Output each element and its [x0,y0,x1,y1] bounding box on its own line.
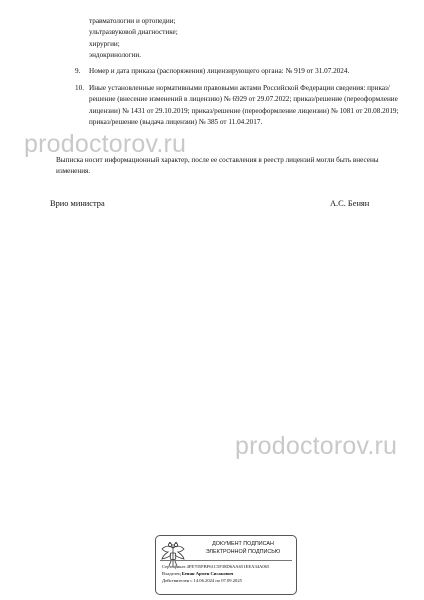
specialty-item: ультразвуковой диагностике; [89,28,178,37]
signer-name: А.С. Бенян [330,199,370,208]
item-text: Иные установленные нормативными правовыми актами Российской Федерации сведения: приказ/решение (внесение изменений в лицензию) № 6929 от 29.07.2022; приказ/решение (переоформление лицензии) № 1431 от 29.10.2019; приказ/решение (переоформление лицензии) № 1081 от 20.08.2019; приказ/решение (выдача лицензии) № 385 от 11.04.2017. [89,84,399,127]
info-note: Выписка носит информационный характер, после ее составления в реестр лицензий могли быть внесены изменения. [56,156,379,176]
stamp-details [162,563,269,585]
certificate-row: Сертификат 4FE705FBF61C5F38D6AA651EEA34A065 [162,564,270,569]
validity-row: Действителен с 14.06.2024 по 07.09.2025 [162,578,242,584]
watermark-top: prodoctorov.ru [24,130,187,158]
specialty-item: эндокринологии. [89,51,142,60]
specialty-item: травматологии и ортопедии; [89,17,176,25]
signer-role: Врио министра [50,199,105,208]
item-text: Номер и дата приказа (распоряжения) лицензирующего органа: № 919 от 31.07.2024. [89,67,350,75]
item-number: 10. [75,84,84,92]
specialty-item: хирургии; [89,39,120,48]
owner-row: Владелец Бенян Армен Сисакович [162,571,234,577]
item-number: 9. [75,67,81,75]
stamp-title: ДОКУМЕНТ ПОДПИСАН ЭЛЕКТРОННОЙ ПОДПИСЬЮ [205,541,281,555]
stamp-divider [160,560,292,561]
other-info-item [75,83,405,129]
watermark-bottom: prodoctorov.ru [235,432,398,460]
electronic-signature-stamp [155,535,297,595]
order-number-item [75,66,405,77]
specialties-list [89,16,178,62]
